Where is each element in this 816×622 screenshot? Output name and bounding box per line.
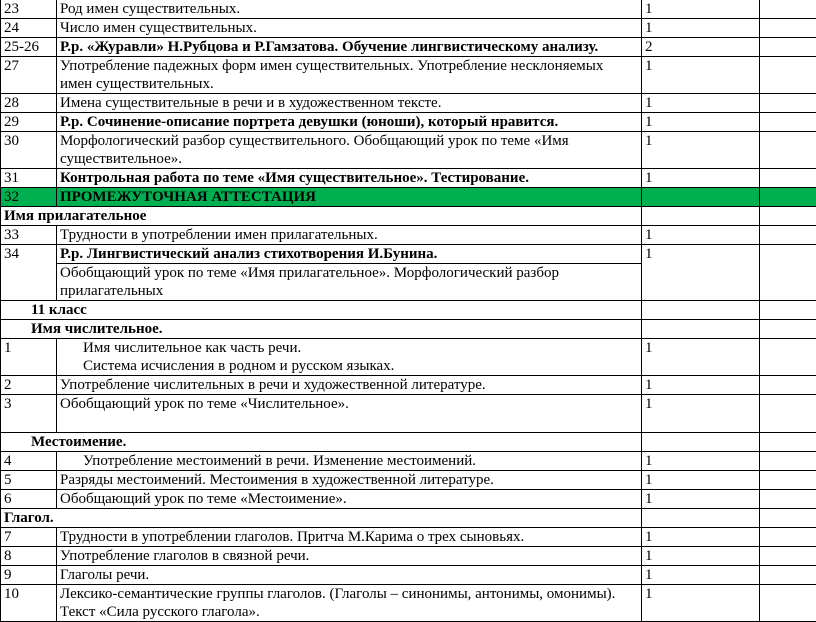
table-row xyxy=(1,0,816,19)
section-heading-pronoun: Местоимение. xyxy=(1,433,642,452)
empty-cell xyxy=(760,226,816,245)
section-row xyxy=(1,509,816,528)
section-heading-numeral: Имя числительное. xyxy=(1,320,642,339)
empty-cell xyxy=(642,320,760,339)
lesson-number: 30 xyxy=(1,132,57,169)
table-row xyxy=(1,19,816,38)
table-row xyxy=(1,547,816,566)
lesson-topic: Трудности в употреблении имен прилагательных. xyxy=(57,226,642,245)
lesson-topic: Глаголы речи. xyxy=(57,566,642,585)
lesson-number: 31 xyxy=(1,169,57,188)
table-row xyxy=(1,245,816,264)
table-row xyxy=(1,113,816,132)
lesson-number: 7 xyxy=(1,528,57,547)
lesson-hours: 1 xyxy=(642,0,760,19)
section-heading-adjective: Имя прилагательное xyxy=(1,207,642,226)
lesson-number: 29 xyxy=(1,113,57,132)
empty-cell xyxy=(760,471,816,490)
table-row xyxy=(1,132,816,169)
empty-cell xyxy=(642,301,760,320)
section-row xyxy=(1,301,816,320)
lesson-hours: 1 xyxy=(642,547,760,566)
lesson-topic: Морфологический разбор существительного. Обобщающий урок по теме «Имя существительное». xyxy=(57,132,642,169)
lesson-topic: Р.р. Сочинение-описание портрета девушки (юноши), который нравится. xyxy=(57,113,642,132)
attestation-row xyxy=(1,188,816,207)
lesson-hours: 1 xyxy=(642,376,760,395)
table-row xyxy=(1,94,816,113)
section-row xyxy=(1,207,816,226)
lesson-number: 10 xyxy=(1,585,57,622)
lesson-number: 4 xyxy=(1,452,57,471)
empty-cell xyxy=(760,132,816,169)
empty-cell xyxy=(760,395,816,433)
lesson-hours: 1 xyxy=(642,226,760,245)
empty-cell xyxy=(760,452,816,471)
lesson-hours: 1 xyxy=(642,490,760,509)
empty-cell xyxy=(760,301,816,320)
lesson-hours: 1 xyxy=(642,245,760,301)
lesson-topic: ПРОМЕЖУТОЧНАЯ АТТЕСТАЦИЯ xyxy=(57,188,642,207)
lesson-number: 6 xyxy=(1,490,57,509)
lesson-number: 1 xyxy=(1,339,57,376)
lesson-topic: Род имен существительных. xyxy=(57,0,642,19)
lesson-hours: 1 xyxy=(642,395,760,433)
lesson-topic-line: Имя числительное как часть речи. xyxy=(83,339,638,357)
table-row xyxy=(1,226,816,245)
lesson-number: 2 xyxy=(1,376,57,395)
empty-cell xyxy=(760,0,816,19)
table-row xyxy=(1,395,816,433)
lesson-topic: Обобщающий урок по теме «Местоимение». xyxy=(57,490,642,509)
lesson-topic: Употребление глаголов в связной речи. xyxy=(57,547,642,566)
empty-cell xyxy=(760,509,816,528)
lesson-number: 8 xyxy=(1,547,57,566)
empty-cell xyxy=(760,433,816,452)
lesson-topic-line: Система исчисления в родном и русском языках. xyxy=(83,357,638,375)
lesson-hours: 1 xyxy=(642,528,760,547)
lesson-topic xyxy=(57,339,642,376)
table-row xyxy=(1,376,816,395)
empty-cell xyxy=(760,339,816,376)
empty-cell xyxy=(642,433,760,452)
lesson-hours: 1 xyxy=(642,113,760,132)
lesson-hours: 1 xyxy=(642,585,760,622)
table-row xyxy=(1,585,816,622)
section-heading-verb: Глагол. xyxy=(1,509,642,528)
grade-heading: 11 класс xyxy=(1,301,642,320)
table-row xyxy=(1,566,816,585)
empty-cell xyxy=(760,376,816,395)
empty-cell xyxy=(760,38,816,57)
lesson-number: 5 xyxy=(1,471,57,490)
empty-cell xyxy=(642,188,760,207)
lesson-number: 25-26 xyxy=(1,38,57,57)
empty-cell xyxy=(760,585,816,622)
empty-cell xyxy=(760,19,816,38)
empty-cell xyxy=(760,547,816,566)
empty-cell xyxy=(760,188,816,207)
lesson-topic: Обобщающий урок по теме «Числительное». xyxy=(57,395,642,433)
empty-cell xyxy=(760,245,816,301)
table-row xyxy=(1,169,816,188)
empty-cell xyxy=(760,94,816,113)
lesson-number: 24 xyxy=(1,19,57,38)
lesson-hours: 1 xyxy=(642,169,760,188)
empty-cell xyxy=(760,528,816,547)
table-row xyxy=(1,490,816,509)
lesson-number: 33 xyxy=(1,226,57,245)
lesson-topic: Обобщающий урок по теме «Имя прилагательное». Морфологический разбор прилагательных xyxy=(57,264,642,301)
lesson-hours: 1 xyxy=(642,57,760,94)
lesson-topic: Р.р. Лингвистический анализ стихотворения И.Бунина. xyxy=(57,245,642,264)
empty-cell xyxy=(760,320,816,339)
lesson-topic: Лексико-семантические группы глаголов. (Глаголы – синонимы, антонимы, омонимы). Текст «Сила русского глагола». xyxy=(57,585,642,622)
lesson-hours: 1 xyxy=(642,566,760,585)
lesson-hours: 2 xyxy=(642,38,760,57)
lesson-number: 9 xyxy=(1,566,57,585)
lesson-hours: 1 xyxy=(642,452,760,471)
lesson-hours: 1 xyxy=(642,339,760,376)
lesson-topic: Трудности в употреблении глаголов. Притча М.Карима о трех сыновьях. xyxy=(57,528,642,547)
lesson-topic: Употребление падежных форм имен существительных. Употребление несклоняемых имен существительных. xyxy=(57,57,642,94)
lesson-topic: Разряды местоимений. Местоимения в художественной литературе. xyxy=(57,471,642,490)
table-row xyxy=(1,528,816,547)
table-row xyxy=(1,38,816,57)
lesson-number: 28 xyxy=(1,94,57,113)
section-row xyxy=(1,320,816,339)
lesson-hours: 1 xyxy=(642,471,760,490)
lesson-topic: Контрольная работа по теме «Имя существительное». Тестирование. xyxy=(57,169,642,188)
empty-cell xyxy=(760,113,816,132)
empty-cell xyxy=(760,57,816,94)
lesson-topic: Р.р. «Журавли» Н.Рубцова и Р.Гамзатова. Обучение лингвистическому анализу. xyxy=(57,38,642,57)
lesson-hours: 1 xyxy=(642,19,760,38)
empty-cell xyxy=(642,509,760,528)
empty-cell xyxy=(760,490,816,509)
lesson-number: 34 xyxy=(1,245,57,301)
empty-cell xyxy=(760,169,816,188)
table-row xyxy=(1,57,816,94)
empty-cell xyxy=(760,566,816,585)
lesson-topic: Употребление местоимений в речи. Изменение местоимений. xyxy=(57,452,642,471)
lesson-topic: Число имен существительных. xyxy=(57,19,642,38)
table-row xyxy=(1,452,816,471)
lesson-hours: 1 xyxy=(642,94,760,113)
lesson-topic: Употребление числительных в речи и художественной литературе. xyxy=(57,376,642,395)
empty-cell xyxy=(642,207,760,226)
table-row xyxy=(1,471,816,490)
lesson-number: 27 xyxy=(1,57,57,94)
lesson-number: 3 xyxy=(1,395,57,433)
lesson-number: 23 xyxy=(1,0,57,19)
lesson-topic: Имена существительные в речи и в художественном тексте. xyxy=(57,94,642,113)
table-row xyxy=(1,339,816,376)
lesson-hours: 1 xyxy=(642,132,760,169)
lesson-number: 32 xyxy=(1,188,57,207)
section-row xyxy=(1,433,816,452)
empty-cell xyxy=(760,207,816,226)
